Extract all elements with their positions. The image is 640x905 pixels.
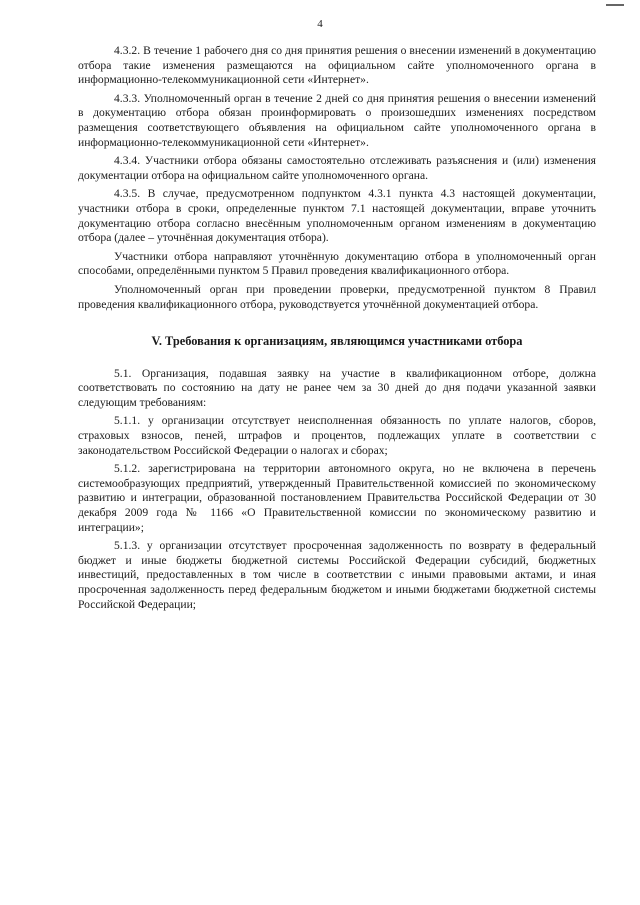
paragraph-5-1-2: 5.1.2. зарегистрирована на территории автономного округа, но не включена в перечень системообразующих предприятий, утвержденный Правительственной комиссией по экономическому развитию и интеграции, образованной постановлением Правительства Российской Федерации от 30 декабря 2009 года № 1166 «О Правительственной комиссии по экономическому развитию и интеграции»; — [78, 462, 596, 534]
document-body — [78, 44, 596, 616]
scan-corner-mark — [606, 4, 624, 6]
paragraph-5-1-3: 5.1.3. у организации отсутствует просроченная задолженность по возврату в федеральный бюджет и иные бюджеты бюджетной системы Российской Федерации субсидий, бюджетных инвестиций, предоставленных в том числе в соответствии с иными правовыми актами, и иная просроченная задолженность перед федеральным бюджетом и иными бюджетами бюджетной системы Российской Федерации; — [78, 539, 596, 611]
page-number: 4 — [317, 18, 323, 30]
paragraph-4-3-5: 4.3.5. В случае, предусмотренном подпунктом 4.3.1 пункта 4.3 настоящей документации, участники отбора в сроки, определенные пунктом 7.1 настоящей документации, вправе уточнить документацию отбора согласно внесённым уполномоченным органом изменениям в документацию отбора (далее – уточнённая документация отбора). — [78, 187, 596, 245]
paragraph-4-3-4: 4.3.4. Участники отбора обязаны самостоятельно отслеживать разъяснения и (или) изменения документации отбора на официальном сайте уполномоченного органа. — [78, 154, 596, 182]
paragraph-4-3-3: 4.3.3. Уполномоченный орган в течение 2 дней со дня принятия решения о внесении изменений в документацию отбора обязан проинформировать о произошедших изменениях посредством размещения соответствующего объявления на официальном сайте уполномоченного органа в информационно-телекоммуникационной сети «Интернет». — [78, 91, 596, 149]
paragraph-5-1-1: 5.1.1. у организации отсутствует неисполненная обязанность по уплате налогов, сборов, страховых взносов, пеней, штрафов и процентов, подлежащих уплате в соответствии с законодательством Российской Федерации о налогах и сборах; — [78, 414, 596, 457]
paragraph-participants-submit: Участники отбора направляют уточнённую документацию отбора в уполномоченный орган способами, определёнными пунктом 5 Правил проведения квалификационного отбора. — [78, 249, 596, 278]
section-heading: V. Требования к организациям, являющимся участниками отбора — [151, 334, 523, 349]
paragraph-5-1: 5.1. Организация, подавшая заявку на участие в квалификационном отборе, должна соответствовать по состоянию на дату не ранее чем за 30 дней до дня подачи указанной заявки следующим требованиям: — [78, 366, 596, 409]
paragraph-4-3-2: 4.3.2. В течение 1 рабочего дня со дня принятия решения о внесении изменений в документацию отбора такие изменения размещаются на официальном сайте уполномоченного органа в информационно-телекоммуникационной сети «Интернет». — [78, 44, 596, 87]
paragraph-authority-check: Уполномоченный орган при проведении проверки, предусмотренной пунктом 8 Правил проведения квалификационного отбора, руководствуется уточнённой документацией отбора. — [78, 282, 596, 311]
